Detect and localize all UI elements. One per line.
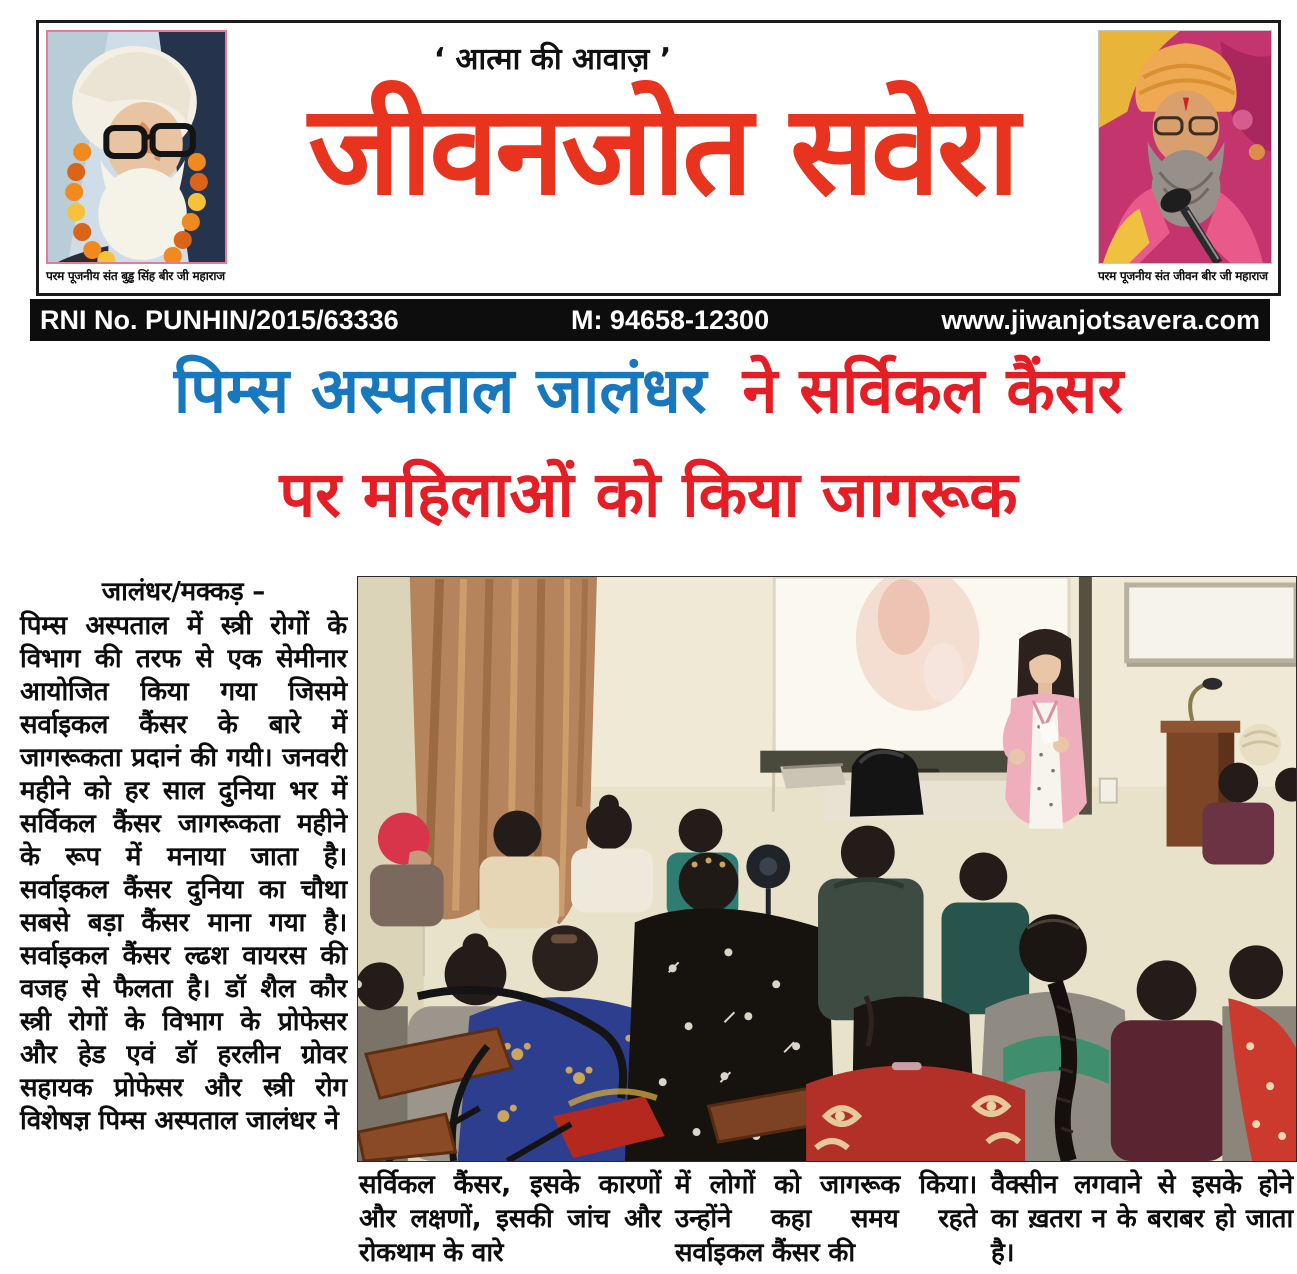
light-switch [1100, 779, 1117, 803]
whiteboard [1127, 585, 1296, 665]
saint-portrait-right-illustration [1099, 31, 1271, 263]
tagline: ‘ आत्मा की आवाज़ ’ [433, 42, 672, 77]
seminar-photo [357, 576, 1297, 1162]
newspaper-title: जीवनजोत सवेरा [308, 79, 1017, 223]
hair-clip [892, 1062, 922, 1070]
headline [0, 338, 1297, 546]
headline-line2: पर महिलाओं को किया जागरूक [279, 458, 1018, 531]
right-saint-photo [1098, 30, 1272, 264]
bottom-column-3: वैक्सीन लगवाने से इसके होने का ख़तरा न के बराबर हो जाता है। [991, 1170, 1293, 1268]
article-body-text: पिम्स अस्पताल में स्त्री रोगों के विभाग की तरफ से एक सेमीनार आयोजित किया गया जिसमे सर्वाइकल कैंसर के बारे में जागरूकता प्रदानं की गयी। जनवरी महीने को हर साल दुनिया भर में सर्विकल कैंसर जागरूकता महीने के रूप में मनाया जाता है। सर्वाइकल कैंसर दुनिया का चौथा सबसे बड़ा कैंसर माना गया है। सर्वाइकल कैंसर ल्ढश वायरस की वजह से फैलता है। डॉ शैल कौर स्त्री रोगों के विभाग के प्रोफेसर और हेड एवं डॉ हरलीन ग्रोवर सहायक प्रोफेसर और स्त्री रोग विशेषज्ञ पिम्स अस्पताल जालंधर ने [20, 611, 347, 1136]
masthead [36, 20, 1281, 296]
left-photo-caption: परम पूजनीय संत बुड्ढ सिंह बीर जी महाराज [46, 269, 225, 283]
website-url: www.jiwanjotsavera.com [941, 304, 1260, 335]
article-right-area [357, 576, 1297, 1274]
article-content [0, 576, 1297, 1274]
headline-line1-blue: पिम्स अस्पताल जालंधर [173, 354, 707, 427]
masthead-center [231, 23, 1094, 293]
headline-line1 [0, 338, 1297, 444]
article-left-column [20, 576, 347, 1274]
right-saint-photo-card [1094, 23, 1278, 293]
dateline: जालंधर/मक्कड़ – [101, 577, 266, 607]
bottom-column-1: सर्विकल कैंसर, इसके कारणों और लक्षणों, इसकी जांच और रोकथाम के वारे [359, 1170, 661, 1268]
right-photo-caption: परम पूजनीय संत जीवन बीर जी महाराज [1098, 269, 1268, 283]
info-bar [30, 299, 1270, 341]
headline-line1-red: ने सर्विकल कैंसर [742, 354, 1124, 427]
seminar-scene-illustration [358, 577, 1296, 1161]
rni-number: RNI No. PUNHIN/2015/63336 [40, 304, 399, 335]
bottom-text-columns [357, 1162, 1297, 1274]
maroon-shawl [1111, 1020, 1228, 1161]
bottom-column-2: में लोगों को जागरूक किया। उन्होंने कहा समय रहते सर्वाइकल कैंसर की [675, 1170, 977, 1268]
mobile-number: M: 94658-12300 [570, 304, 770, 335]
